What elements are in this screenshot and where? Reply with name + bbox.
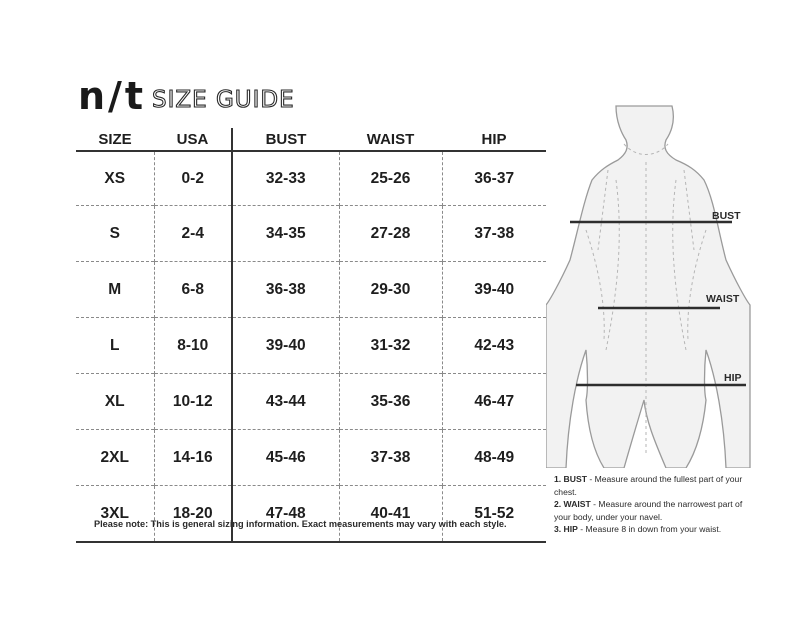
size-chart-table [76,128,546,543]
column-header-usa: USA [154,128,232,151]
cell-waist: 25-26 [339,151,442,206]
cell-waist: 37-38 [339,430,442,486]
instruction-key: 3. HIP [554,524,578,534]
cell-usa: 6-8 [154,262,232,318]
cell-waist: 29-30 [339,262,442,318]
cell-bust: 45-46 [232,430,339,486]
waist-label: WAIST [706,293,740,305]
cell-hip: 48-49 [442,430,546,486]
cell-bust: 36-38 [232,262,339,318]
cell-hip: 42-43 [442,318,546,374]
instruction-key: 1. BUST [554,474,587,484]
table-row [76,262,546,318]
column-header-waist: WAIST [339,128,442,151]
cell-size: 2XL [76,430,154,486]
cell-hip: 39-40 [442,262,546,318]
cell-waist: 31-32 [339,318,442,374]
table-row [76,151,546,206]
column-header-bust: BUST [232,128,339,151]
table-row [76,374,546,430]
table-row [76,318,546,374]
sizing-disclaimer: Please note: This is general sizing information. Exact measurements may vary with each style. [94,519,507,529]
cell-bust: 39-40 [232,318,339,374]
table-row [76,430,546,486]
cell-size: XS [104,169,126,187]
measurement-instructions [554,473,754,536]
body-measurement-figure [546,100,796,468]
instruction-text: - Measure around the fullest part of your chest. [554,474,743,497]
cell-usa: 0-2 [154,151,232,206]
table-header-row [76,128,546,151]
instruction-item [554,473,754,498]
cell-hip: 46-47 [442,374,546,430]
cell-bust: 43-44 [232,374,339,430]
instruction-item [554,523,754,536]
cell-usa: 8-10 [154,318,232,374]
cell-size: M [76,262,154,318]
cell-bust: 47-48 [232,486,339,543]
cell-hip: 36-37 [442,151,546,206]
hip-label: HIP [724,372,742,384]
cell-bust: 34-35 [232,206,339,262]
instruction-text: - Measure 8 in down from your waist. [577,524,722,534]
brand-logo: n/t [78,74,147,118]
cell-hip: 51-52 [442,486,546,543]
cell-waist: 27-28 [339,206,442,262]
mannequin-illustration [546,100,796,468]
cell-size: XL [76,374,154,430]
cell-size: 3XL [76,486,154,543]
cell-usa: 10-12 [154,374,232,430]
cell-hip: 37-38 [442,206,546,262]
instruction-item [554,498,754,523]
cell-size: S [76,206,154,262]
cell-size: L [76,318,154,374]
table-row [76,206,546,262]
cell-usa: 18-20 [154,486,232,543]
cell-waist: 35-36 [339,374,442,430]
page-title: SIZE GUIDE [152,87,295,113]
cell-usa: 14-16 [154,430,232,486]
table-row [76,486,546,543]
bust-label: BUST [712,210,741,222]
cell-bust: 32-33 [232,151,339,206]
instruction-key: 2. WAIST [554,499,591,509]
column-header-hip: HIP [442,128,546,151]
cell-waist: 40-41 [339,486,442,543]
column-header-size: SIZE [76,128,154,151]
mannequin-silhouette [546,106,750,468]
cell-usa: 2-4 [154,206,232,262]
instruction-text: - Measure around the narrowest part of your body, under your navel. [554,499,743,522]
